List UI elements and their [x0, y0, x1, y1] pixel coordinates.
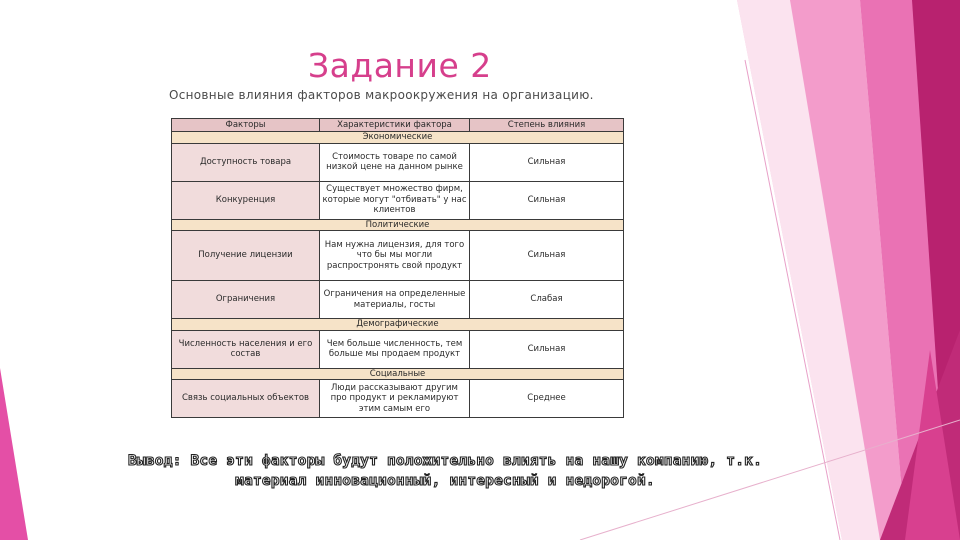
table-row: [172, 231, 624, 281]
conclusion-line: Вывод: Все эти факторы будут положительно влиять на нашу компанию, т.к.: [127, 453, 762, 469]
section-row: [172, 132, 624, 144]
table-row: [172, 281, 624, 319]
characteristic-cell: Стоимость товаре по самой низкой цене на данном рынке: [320, 143, 470, 181]
section-title-political: Политические: [172, 219, 624, 231]
left-accent-shape: [0, 368, 28, 540]
influence-cell: Среднее: [470, 380, 624, 418]
section-row: [172, 219, 624, 231]
factor-cell: Связь социальных объектов: [172, 380, 320, 418]
section-title-economic: Экономические: [172, 132, 624, 144]
section-row: [172, 368, 624, 380]
characteristic-cell: Чем больше численность, тем больше мы продаем продукт: [320, 330, 470, 368]
influence-cell: Сильная: [470, 181, 624, 219]
table-row: [172, 330, 624, 368]
section-title-demographic: Демографические: [172, 319, 624, 331]
factor-cell: Конкуренция: [172, 181, 320, 219]
influence-cell: Сильная: [470, 143, 624, 181]
header-influence: Степень влияния: [470, 119, 624, 132]
factor-cell: Ограничения: [172, 281, 320, 319]
section-title-social: Социальные: [172, 368, 624, 380]
header-characteristics: Характеристики фактора: [320, 119, 470, 132]
influence-cell: Слабая: [470, 281, 624, 319]
table-row: [172, 143, 624, 181]
table-row: [172, 380, 624, 418]
conclusion-line: материал инновационный, интересный и недорогой.: [235, 473, 655, 489]
table-header-row: [172, 119, 624, 132]
factors-table: [171, 118, 624, 418]
characteristic-cell: Ограничения на определенные материалы, госты: [320, 281, 470, 319]
influence-cell: Сильная: [470, 330, 624, 368]
characteristic-cell: Нам нужна лицензия, для того что бы мы могли распростронять свой продукт: [320, 231, 470, 281]
factor-cell: Численность населения и его состав: [172, 330, 320, 368]
table-row: [172, 181, 624, 219]
factor-cell: Получение лицензии: [172, 231, 320, 281]
factor-cell: Доступность товара: [172, 143, 320, 181]
influence-cell: Сильная: [470, 231, 624, 281]
slide-subtitle: Основные влияния факторов макроокружения на организацию.: [169, 88, 594, 102]
slide-title: Задание 2: [308, 46, 492, 85]
header-factors: Факторы: [172, 119, 320, 132]
conclusion-text: [80, 451, 810, 491]
section-row: [172, 319, 624, 331]
characteristic-cell: Люди рассказывают другим про продукт и рекламируют этим самым его: [320, 380, 470, 418]
characteristic-cell: Существует множество фирм, которые могут "отбивать" у нас клиентов: [320, 181, 470, 219]
